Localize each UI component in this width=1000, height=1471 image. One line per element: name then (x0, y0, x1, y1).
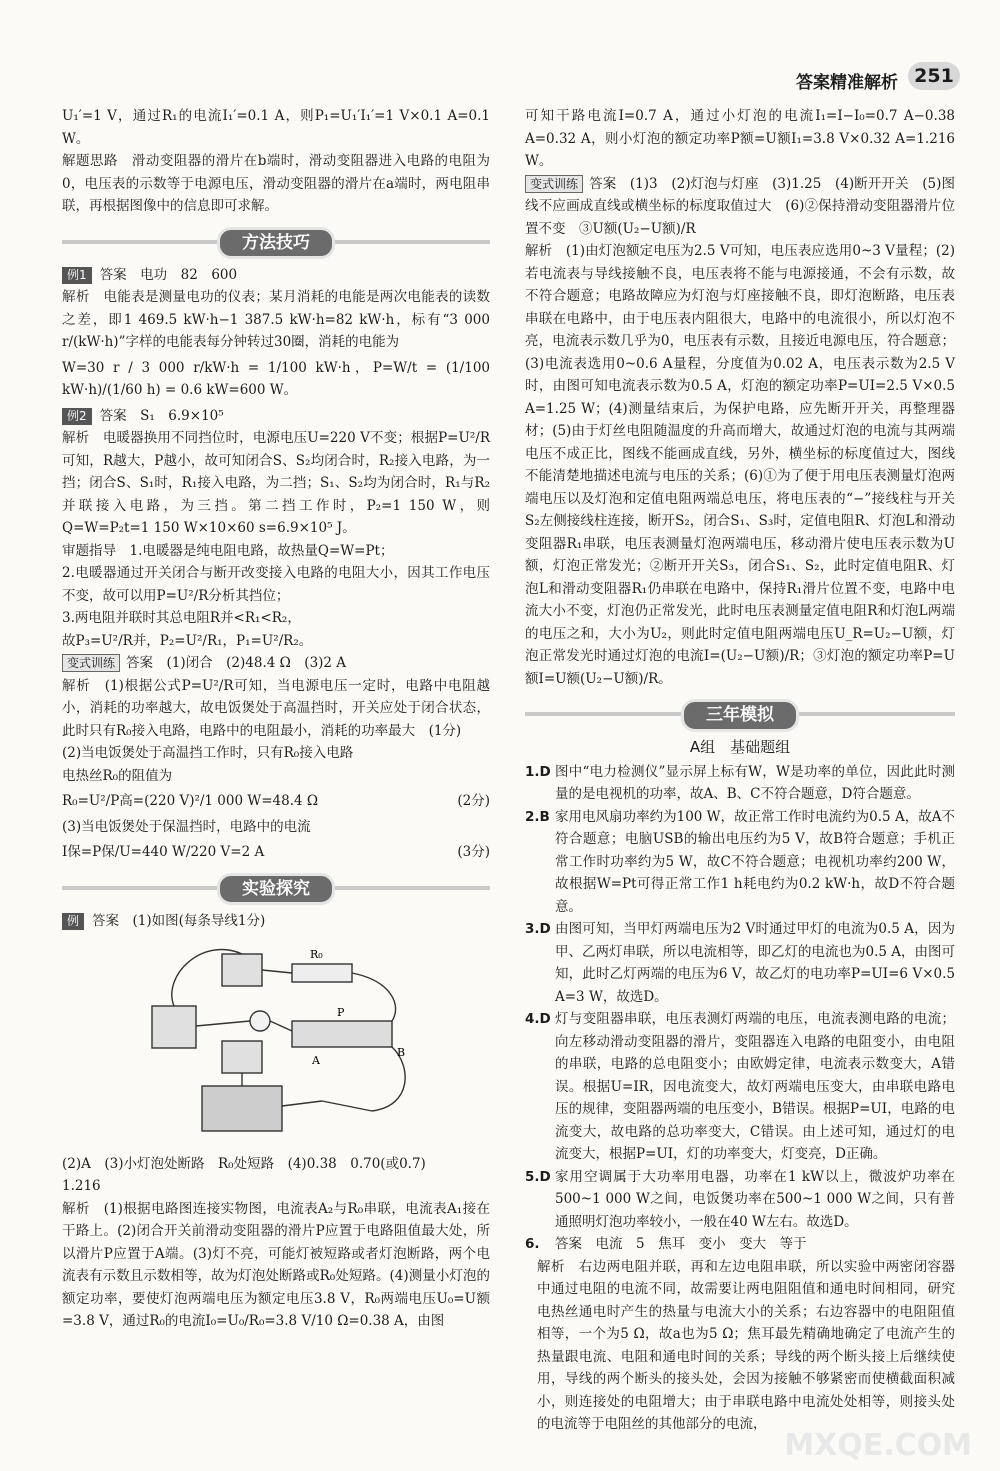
section-bar-methods (62, 224, 490, 258)
example-analysis: 解析 电暖器换用不同挡位时，电源电压U=220 V不变；根据P=U²/R可知，R越大，P越小，故可知闭合S、S₂均闭合时，R₂接入电路，为一挡；闭合S、S₁时，R₁接入电路，为二挡；S₁、S₂均为闭合时，R₁与R₂并联接入电路，为三挡。第二挡工作时，P₂=1 150 W，则Q=W=P₂t=1 150 W×10×60 s=6.9×10⁵ J。 (62, 430, 490, 536)
bulb-icon (250, 1011, 270, 1031)
section-bar-simulation (525, 696, 955, 730)
training-answer: 答案 (1)闭合 (2)48.4 Ω (3)2 A (126, 655, 347, 671)
section-title: 实验探究 (217, 873, 335, 906)
label-p: P (337, 1006, 345, 1019)
question-item (525, 806, 955, 919)
right-column (525, 105, 955, 1436)
question-number: 3.D (525, 921, 551, 937)
analysis-line: (3)当电饭煲处于保温挡时，电路中的电流 (62, 818, 311, 835)
section-bar-experiment (62, 870, 490, 904)
question-text: 由图可知，当甲灯两端电压为2 V时通过甲灯的电流为0.5 A，因为甲、乙两灯串联，所以电流相等，即乙灯的电流也为0.5 A，由图可知，此时乙灯两端的电压为6 V，故乙灯的电功率P=UI=6 V×0.5 A=3 W，故选D。 (555, 921, 956, 1005)
question-number: 1.D (525, 763, 551, 780)
page-header (0, 58, 1000, 98)
intro-line: U₁′=1 V，通过R₁的电流I₁′=0.1 A，则P₁=U₁′I₁′=1 V×0.1 A=0.1 W。 (62, 108, 490, 147)
question-item (525, 1166, 955, 1234)
question-analysis: 解析 右边两电阻并联，再和左边电阻串联，所以实验中两密闭容器中通过电阻的电流不同，故需要让两电阻阻值和通电时间相同，研究电热丝通电时产生的热量与电流大小的关系；右边容器中的电阻阻值相等，一个为5 Ω，故a也为5 Ω；焦耳最先精确地确定了电流产生的热量跟电流、电阻和通电时间的关系；导线的两个断头接上后继续使用，导线的两个断头的接头处，会因为接触不够紧密而使横截面积减小，则连接处的电阻增大；由于串联电路中电流处处相等，则接头处的电流等于电阻丝的其他部分的电流， (537, 1258, 955, 1432)
section-title: 方法技巧 (217, 227, 335, 260)
solution-idea: 解题思路 滑动变阻器的滑片在b端时，滑动变阻器进入电路的电阻为0，电压表的示数等于电源电压，滑动变阻器的滑片在a端时，两电阻串联，再根据图像中的信息即可求解。 (62, 153, 490, 214)
resistor-icon (292, 964, 352, 982)
watermark: MXQE.COM (784, 1428, 972, 1463)
question-number: 6. (525, 1236, 540, 1252)
example-analysis: 解析 电能表是测量电功的仪表；某月消耗的电能是两次电能表的读数之差，即1 469.5 kW·h−1 387.5 kW·h=82 kW·h，标有“3 000 r/(kW·h)”字样的电能表每分钟转过30圈，消耗的电能为 (62, 289, 490, 350)
example-tag: 例2 (62, 408, 92, 425)
intro-line: 可知干路电流I=0.7 A，通过小灯泡的电流I₁=I−I₀=0.7 A−0.38 A=0.32 A，则小灯泡的额定功率P额=U额I₁=3.8 V×0.32 A=1.216 W。 (525, 108, 955, 169)
question-text: 灯与变阻器串联，电压表测灯两端的电压，电流表测电路的电流；向左移动滑动变阻器的滑片，变阻器连入电路的电阻变小，由电阻的串联，电路的总电阻变小；由欧姆定律，电流表示数变大，A错误。根据U=IR，因电流变大，故灯两端电压变大，由串联电路电压的规律，变阻器两端的电压变小，B错误。根据P=UI，电路的电流变大，故电路的总功率变大，C错误。由上述可知，通过灯的电流变大，根据P=UI，灯的功率变大，灯变亮，D正确。 (555, 1011, 955, 1162)
formula: R₀=U²/P高=(220 V)²/1 000 W=48.4 Ω (62, 793, 319, 809)
ammeter-a1-icon (222, 1041, 262, 1073)
example-answer: 答案 电功 82 600 (99, 266, 238, 283)
score: (1分) (428, 722, 462, 739)
voltmeter-icon (152, 1006, 196, 1048)
label-a: A (312, 1054, 320, 1067)
section-title: 三年模拟 (681, 699, 799, 732)
rheostat-icon (292, 1021, 392, 1047)
example-tag: 例1 (62, 267, 92, 284)
wire (270, 1021, 292, 1031)
question-text: 家用电风扇功率约为100 W，故正常工作时电流约为0.5 A，故A不符合题意；电脑USB的输出电压约为5 V，故B符合题意；手机正常工作时功率约为5 W，故C不符合题意；电视机功率约200 W，故根据W=Pt可得正常工作1 h耗电约为0.2 kW·h，故D不符合题意。 (555, 808, 955, 915)
example-answer: 答案 (1)如图(每条导线1分) (92, 912, 266, 929)
question-number: 2.B (525, 808, 550, 825)
guide-line: 审题指导 1.电暖器是纯电阻电路，故热量Q=W=Pt； (62, 542, 394, 559)
wire (196, 1021, 250, 1026)
training-tag: 变式训练 (525, 175, 583, 193)
training-answer: 答案 (1)3 (2)灯泡与灯座 (3)1.25 (4)断开开关 (5)图线不应画成直线或横坐标的标度取值过大 (6)②保持滑动变阻器滑片位置不变 ③U额(U₂−U额)/R (525, 175, 955, 237)
example-answer: 答案 S₁ 6.9×10⁵ (99, 407, 224, 424)
training-analysis (62, 675, 490, 743)
training-tag: 变式训练 (62, 654, 120, 672)
header-title: 答案精准解析 (796, 73, 898, 93)
question-item (525, 1008, 955, 1166)
wire (262, 970, 292, 973)
answer-line: (2)A (3)小灯泡处断路 R₀处短路 (4)0.38 0.70(或0.7) (62, 1155, 426, 1172)
guide-line: 3.两电阻并联时其总电阻R并<R₁<R₂， (62, 610, 301, 626)
switch-icon (322, 1101, 372, 1111)
score: (3分) (457, 844, 490, 860)
analysis-line: 电热丝R₀的阻值为 (62, 767, 173, 784)
question-number: 5.D (525, 1168, 551, 1185)
question-text: 答案 电流 5 焦耳 变小 变大 等于 (555, 1236, 807, 1252)
question-item (525, 918, 955, 1008)
analysis-text: 解析 (1)根据公式P=U²/R可知，当电源电压一定时，电路中电阻越小，消耗的功率越大，故电饭煲处于高温挡时，开关应处于闭合状态，此时只有R₀接入电路，电路中的电阻最小，消耗的功率最大 (62, 677, 490, 739)
analysis-line: (2)当电饭煲处于高温挡工作时，只有R₀接入电路 (62, 745, 354, 761)
question-text: 家用空调属于大功率用电器，功率在1 kW以上，微波炉功率在500~1 000 W之间，电饭煲功率在500~1 000 W之间，只有普通照明灯泡功率较小，一般在40 W左右。故选D。 (555, 1168, 955, 1230)
training-analysis: 解析 (1)由灯泡额定电压为2.5 V可知，电压表应选用0~3 V量程；(2)若电流表与导线接触不良，电压表将不能与电源接通，不会有示数，故不符合题意；电路故障应为灯泡与灯座接触不良，即灯泡断路，电压表串联在电路中，由于电压表内阻很大，电路中的电流很小，所以灯泡不亮，电流表示数几乎为0，电压表有示数，且接近电源电压，符合题意；(3)电流表选用0~0.6 A量程，分度值为0.02 A，电压表示数为2.5 V时，由图可知电流表示数为0.5 A，灯泡的额定功率P=UI=2.5 V×0.5 A=1.25 W；(4)测量结束后，为保护电路，应先断开开关，再整理器材；(5)由于灯丝电阻随温度的升高而增大，故通过灯泡的电流与其两端电压不成正比，图线不能画成直线，另外，横坐标的标度值过大，图线不能清楚地描述电流与电压的关系；(6)①为了便于用电压表测量灯泡两端电压以及灯泡和定值电阻两端总电压，将电压表的“−”接线柱与开关S₂左侧接线柱连接，断开S₂，闭合S₁、S₃时，定值电阻R、灯泡L和滑动变阻器R₁串联，电压表测量灯泡两端电压，移动滑片使电压表示数为U额，灯泡正常发光；②断开开关S₃，闭合S₁、S₂，此时定值电阻R、灯泡L和滑动变阻器R₁仍串联在电路中，保持R₁滑片位置不变，电路中电流大小不变，灯泡仍正常发光，此时电压表测量定值电阻R和灯泡L两端的电压之和，大小为U₂，则此时定值电阻两端电压U_R=U₂−U额，灯泡正常发光时通过灯泡的电流I=(U₂−U额)/R；③灯泡的额定功率P=U额I=U额(U₂−U额)/R。 (525, 243, 955, 687)
question-item (525, 1233, 955, 1256)
left-column (62, 105, 490, 1333)
guide-line: 2.电暖器通过开关闭合与断开改变接入电路的电阻大小，因其工作电压不变，故可以用P=U²/R分析其挡位； (62, 565, 490, 604)
label-b: B (397, 1046, 406, 1059)
label-r0: R₀ (310, 948, 323, 961)
ammeter-a2-icon (222, 954, 262, 986)
example-analysis: 解析 (1)根据电路图连接实物图，电流表A₂与R₀串联，电流表A₁接在干路上。(2)闭合开关前滑动变阻器的滑片P应置于电路阻值最大处，所以滑片P应置于A端。(3)灯不亮，可能灯被短路或者灯泡断路，两个电流表有示数且示数相等，故为灯泡处断路或R₀处短路。(4)测量小灯泡的额定功率，要使灯泡两端电压为额定电压3.8 V，R₀两端电压U₀=U额=3.8 V，通过R₀的电流I₀=U₀/R₀=3.8 V/10 Ω=0.38 A，由图 (62, 1200, 490, 1329)
page-number: 251 (908, 62, 960, 90)
question-number: 4.D (525, 1011, 551, 1027)
score: (2分) (457, 793, 490, 809)
wire (282, 1101, 322, 1106)
group-title: A组 基础题组 (689, 738, 791, 756)
guide-line: 故P₃=U²/R并，P₂=U²/R₁，P₁=U²/R₂。 (62, 632, 313, 649)
question-item (525, 761, 955, 806)
answer-line: 1.216 (62, 1178, 101, 1194)
battery-icon (202, 1086, 282, 1131)
question-text: 图中“电力检测仪”显示屏上标有W，W是功率的单位，因此此时测量的是电视机的功率，故A、B、C不符合题意，D符合题意。 (555, 763, 955, 802)
formula: W=30 r / 3 000 r/kW·h = 1/100 kW·h，P=W/t = (1/100 kW·h)/(1/60 h) = 0.6 kW=600 W。 (62, 359, 490, 398)
circuit-diagram (142, 936, 442, 1141)
formula: I保=P保/U=440 W/220 V=2 A (62, 844, 265, 860)
example-tag: 例 (62, 913, 84, 930)
wire (352, 973, 396, 1021)
